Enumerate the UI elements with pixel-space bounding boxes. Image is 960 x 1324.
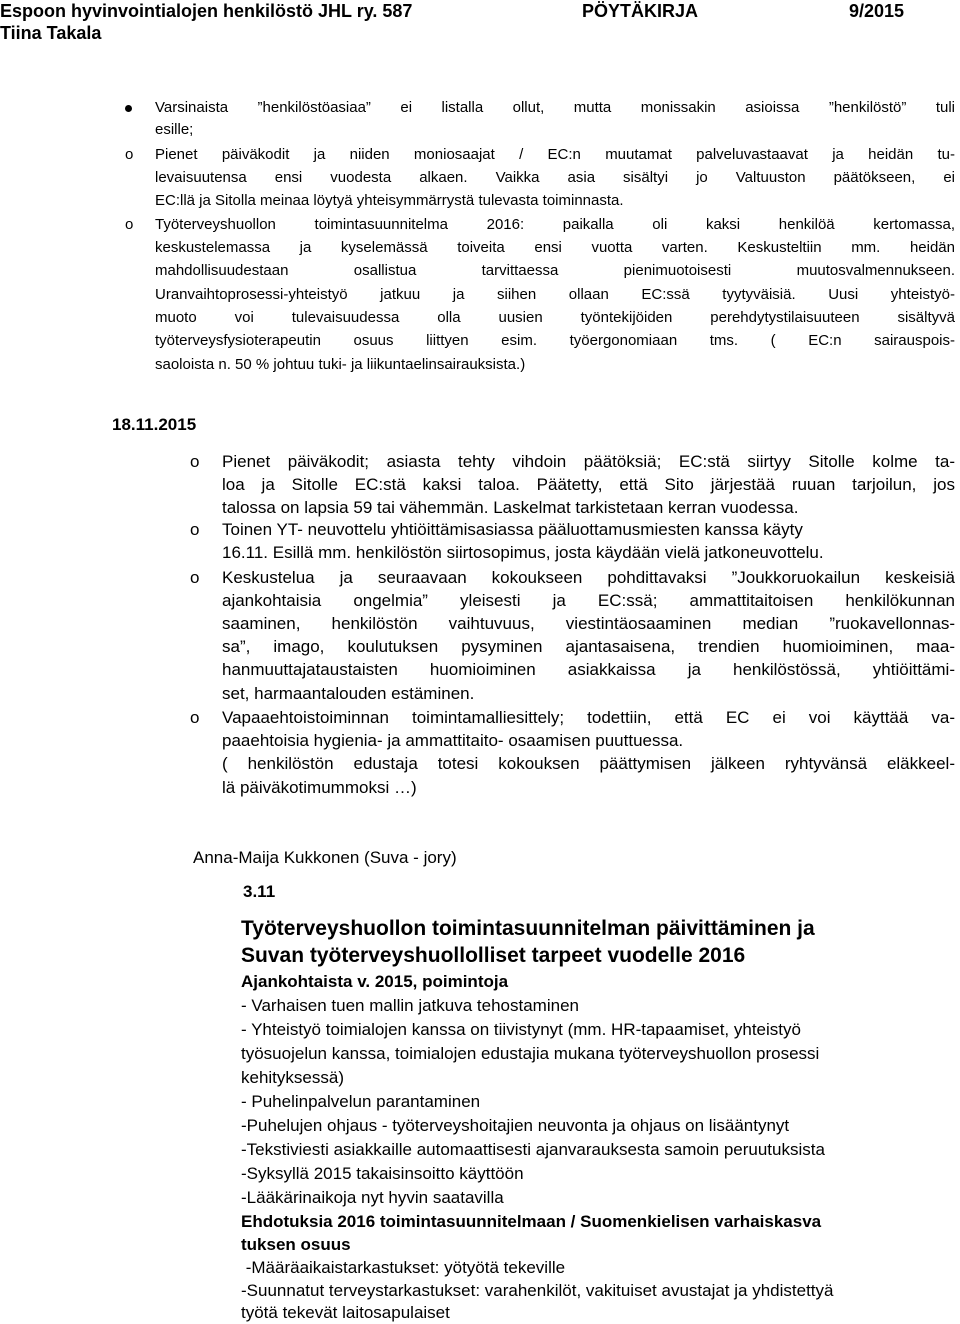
paragraph-line: mahdollisuudestaan osallistua tarvittaessa pienimuotoisesti muutosvalmennukseen. [155,262,955,279]
paragraph-line: Keskustelua ja seuraavaan kokoukseen pohdittavaksi ”Joukkoruokailun keskeisiä [222,568,955,587]
list-line: - Puhelinpalvelun parantaminen [241,1092,481,1111]
list-marker: o [190,452,200,471]
list-marker: o [125,216,134,233]
paragraph-line: Pienet päiväkodit ja niiden moniosaajat / EC:n muutamat palveluvastaavat ja heidän tu- [155,146,955,163]
proposal-line: työtä tekevät laitosapulaiset [241,1303,450,1322]
proposal-line: -Suunnatut terveystarkastukset: varahenkilöt, vakituiset avustajat ja yhdistettyä [241,1281,834,1300]
bullet-marker [125,105,132,112]
paragraph-line: set, harmaantalouden estäminen. [222,684,475,703]
proposal-line: -Määräaikaistarkastukset: yötyötä tekeville [241,1258,566,1277]
list-line: työsuojelun kanssa, toimialojen edustajia mukana työterveyshuollon prosessi [241,1044,820,1063]
proposals-heading: Ehdotuksia 2016 toimintasuunnitelmaan / Suomenkielisen varhaiskasva [241,1212,822,1231]
document-header [0,0,960,46]
proposals-heading: tuksen osuus [241,1235,351,1254]
paragraph-line: ( henkilöstön edustaja totesi kokouksen päättymisen jälkeen ryhtyvänsä eläkkeel- [222,754,955,773]
paragraph-line: levaisuutensa ensi vuodesta alkaen. Vaikka asia sisältyi jo Valtuuston päätökseen, ei [155,169,955,186]
section-number: 3.11 [243,882,276,901]
paragraph-line: Työterveyshuollon toimintasuunnitelma 2016: paikalla oli kaksi henkilöä kertomassa, [155,216,955,233]
list-marker: o [190,520,200,539]
section-title: Suvan työterveyshuollolliset tarpeet vuodelle 2016 [241,944,746,967]
paragraph-line: hanmuuttajataustaisten huomioiminen asiakkaissa ja henkilöstössä, yhtiöittämi- [222,660,955,679]
paragraph-line: talossa on lapsia 59 tai vähemmän. Laskelmat tarkistetaan kerran vuodessa. [222,498,799,517]
list-line: -Lääkärinaikoja nyt hyvin saatavilla [241,1188,504,1207]
paragraph-line: Varsinaista ”henkilöstöasiaa” ei listalla ollut, mutta monissakin asioissa ”henkilöstö” tuli [155,99,955,116]
section-date: 18.11.2015 [112,415,197,434]
paragraph-line: 16.11. Esillä mm. henkilöstön siirtosopimus, josta käydään vielä jatkoneuvottelu. [222,543,824,562]
speaker-name: Anna-Maija Kukkonen (Suva - jory) [193,848,457,867]
paragraph-line: ajankohtaisia ongelmia” yleisesti ja EC:ssä; ammattitaitoisen henkilökunnan [222,591,955,610]
list-marker: o [190,568,200,587]
paragraph-line: saaminen, henkilöstön vaihtuvuus, viestintäosaaminen median ”ruokavellonnas- [222,614,955,633]
paragraph-line: paaehtoisia hygienia- ja ammattitaito- osaamisen puuttuessa. [222,731,684,750]
document-type: PÖYTÄKIRJA [582,1,699,21]
list-marker: o [190,708,200,727]
list-line: -Tekstiviesti asiakkaille automaattisesti ajanvarauksesta samoin peruutuksista [241,1140,825,1159]
organization-title: Espoon hyvinvointialojen henkilöstö JHL ry. 587 [0,1,413,21]
paragraph-line: Pienet päiväkodit; asiasta tehty vihdoin päätöksiä; EC:stä siirtyy Sitolle kolme ta- [222,452,955,471]
paragraph-line: loa ja Sitolle EC:stä kaksi taloa. Päätetty, että Sito järjestää ruuan tarjoilun, jos [222,475,955,494]
list-line: kehityksessä) [241,1068,344,1087]
paragraph-line: sa”, imago, koulutuksen pysyminen ajantasaisena, trendien huomioiminen, maa- [222,637,955,656]
document-number: 9/2015 [849,1,905,21]
list-line: -Puhelujen ohjaus - työterveyshoitajien neuvonta ja ohjaus on lisääntynyt [241,1116,790,1135]
subheading: Ajankohtaista v. 2015, poimintoja [241,972,509,991]
paragraph-line: muoto voi tulevaisuudessa olla uusien työntekijöiden perehdytystilaisuuteen sisältyvä [155,309,955,326]
list-line: -Syksyllä 2015 takaisinsoitto käyttöön [241,1164,524,1183]
paragraph-line: keskustelemassa ja kyselemässä toiveita ensi vuotta varten. Keskusteltiin mm. heidän [155,239,955,256]
list-line: - Yhteistyö toimialojen kanssa on tiivistynyt (mm. HR-tapaamiset, yhteistyö [241,1020,801,1039]
paragraph-line: lä päiväkotimummoksi …) [222,778,417,797]
paragraph-line: saoloista n. 50 % johtuu tuki- ja liikuntaelinsairauksista.) [155,356,526,373]
author-name: Tiina Takala [0,23,102,43]
paragraph-line: esille; [155,121,194,138]
section-title: Työterveyshuollon toimintasuunnitelman päivittäminen ja [241,917,815,940]
list-marker: o [125,146,134,163]
paragraph-line: Vapaaehtoistoiminnan toimintamalliesittely; todettiin, että EC ei voi käyttää va- [222,708,955,727]
paragraph-line: Toinen YT- neuvottelu yhtiöittämisasiassa pääluottamusmiesten kanssa käyty [222,520,803,539]
list-line: - Varhaisen tuen mallin jatkuva tehostaminen [241,996,579,1015]
paragraph-line: Uranvaihtoprosessi-yhteistyö jatkuu ja siihen ollaan EC:ssä tyytyväisiä. Uusi yhteistyö- [155,286,955,303]
paragraph-line: EC:llä ja Sitolla meinaa löytyä yhteisymmärrystä tulevasta toiminnasta. [155,192,624,209]
paragraph-line: työterveysfysioterapeutin osuus liittyen esim. työergonomiaan tms. ( EC:n sairauspois- [155,332,955,349]
